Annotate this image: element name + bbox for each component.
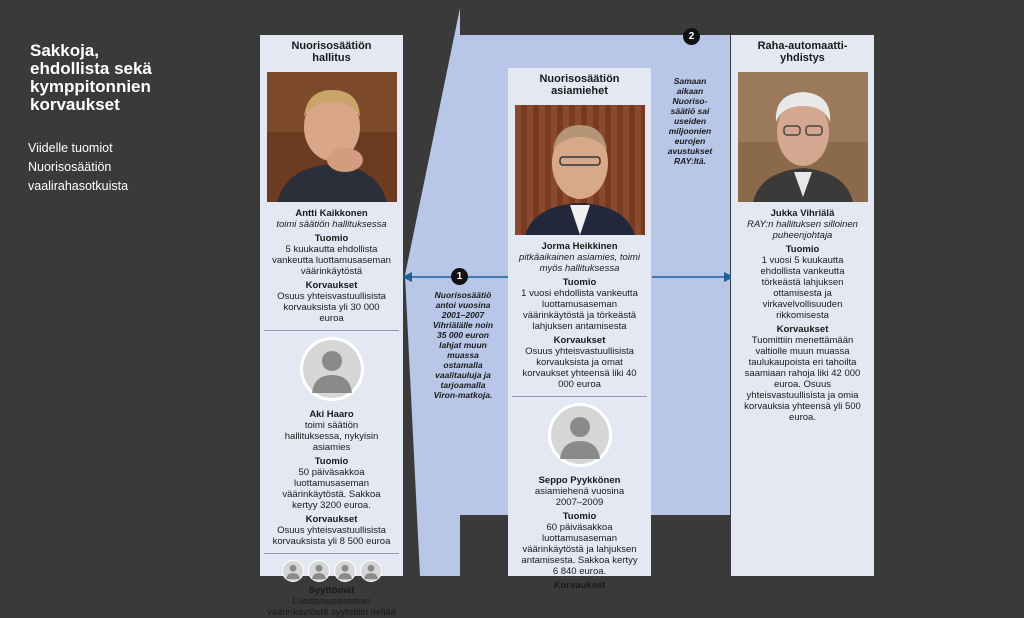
column-ray-heading [731,40,874,64]
acquitted-avatar-4 [360,560,382,582]
subtitle-line-3: vaalirahasotkuista [28,179,129,193]
heikkinen-comp: Osuus yhteisvastuullisista korvauksista ja omat korvaukset yhteensä liki 40 000 euroa [522,346,637,390]
kaikkonen-role: toimi säätiön hallituksessa [276,219,387,230]
headline-line-3: kymppitonnien [30,77,151,96]
pyykkonen-role: asiamiehenä vuosina 2007–2009 [534,486,625,508]
pyykkonen-verdict: 60 päiväsakkoa luottamusaseman väärinkäytöstä ja lahjuksen antamisesta. Sakkoa kertyy 6 840 euroa. [521,522,638,577]
vihriala-verdict-label: Tuomio [785,244,820,255]
column-board-heading [260,40,403,64]
photo-vihriala [738,72,868,202]
headline-line-1: Sakkoja, [30,41,99,60]
vihriala-role: RAY:n hallituksen silloinen puheenjohtaja [747,219,858,241]
pyykkonen-comp-label: Korvaukset [553,580,606,591]
headline [30,42,230,114]
column-agents [508,68,651,591]
column-board-heading-line-2: hallitus [312,52,351,64]
heikkinen-verdict: 1 vuosi ehdollista vankeutta luottamusaseman väärinkäytöstä ja törkeästä lahjuksen antamisesta [521,288,638,332]
haaro-name: Aki Haaro [309,409,354,420]
heikkinen-verdict-label: Tuomio [562,277,597,288]
photo-kaikkonen [267,72,397,202]
heikkinen-name: Jorma Heikkinen [541,241,618,252]
column-agents-heading-line-1: Nuorisosäätiön [539,73,620,85]
column-agents-divider-1 [512,396,647,397]
kaikkonen-comp-label: Korvaukset [305,280,358,291]
photo-heikkinen [515,105,645,235]
vihriala-comp: Tuomittiin menettämään valtiolle muun muassa taulukaupoista eri tahoilta saamiaan rahoja liki 42 000 euroa. Osuus yhteisvastuullisista ja omia korvauksia yhteensä yli 500 euroa. [744,335,861,423]
acquitted-text: Luottamusaseman väärinkäytöstä syytettiin neljää [267,596,396,618]
vihriala-name: Jukka Vihriälä [770,208,835,219]
vihriala-verdict: 1 vuosi 5 kuukautta ehdollista vankeutta törkeästä lahjuksen ottamisesta ja virkavelvollisuuden rikkomisesta [760,255,845,321]
acquitted-name: Syyttömät [308,585,355,596]
flow-2-note: Samaan aikaan Nuoriso-säätiö sai useiden miljoonien eurojen avustukset RAY:ltä. [667,76,713,166]
kaikkonen-comp: Osuus yhteisvastuullisista korvauksista yli 30 000 euroa [277,291,386,324]
haaro-role: toimi säätiön hallituksessa, nykyisin asiamies [284,420,379,453]
column-ray-heading-line-1: Raha-automaatti- [757,40,848,52]
subtitle [28,139,208,196]
column-agents-heading [508,73,651,97]
column-board [260,35,403,618]
flow-2-badge: 2 [683,28,700,45]
pyykkonen-verdict-label: Tuomio [562,511,597,522]
pyykkonen-name: Seppo Pyykkönen [538,475,621,486]
subtitle-line-2: Nuorisosäätiön [28,160,112,174]
column-board-divider-2 [264,553,399,554]
column-ray [731,35,874,576]
kaikkonen-verdict-label: Tuomio [314,233,349,244]
column-ray-heading-line-2: yhdistys [780,52,825,64]
headline-line-4: korvaukset [30,95,120,114]
acquitted-avatar-1 [282,560,304,582]
heikkinen-comp-label: Korvaukset [553,335,606,346]
headline-line-2: ehdollista sekä [30,59,152,78]
avatar-pyykkonen [548,403,612,467]
heikkinen-role: pitkäaikainen asiamies, toimi myös hallituksessa [519,252,640,274]
column-agents-heading-line-2: asiamiehet [551,85,608,97]
subtitle-line-1: Viidelle tuomiot [28,141,113,155]
avatar-haaro [300,337,364,401]
flow-1-note: Nuorisosäätiö antoi vuosina 2001–2007 Vihriälälle noin 35 000 euron lahjat muun muassa ostamalla vaalitauluja ja tarjoamalla Viron-matkoja. [432,290,494,400]
haaro-verdict: 50 päiväsakkoa luottamusaseman väärinkäytöstä. Sakkoa kertyy 3200 euroa. [282,467,381,511]
flow-1-badge: 1 [451,268,468,285]
haaro-comp-label: Korvaukset [305,514,358,525]
kaikkonen-name: Antti Kaikkonen [295,208,368,219]
haaro-verdict-label: Tuomio [314,456,349,467]
acquitted-avatar-2 [308,560,330,582]
acquitted-avatars [260,560,403,582]
column-board-divider-1 [264,330,399,331]
vihriala-comp-label: Korvaukset [776,324,829,335]
haaro-comp: Osuus yhteisvastuullisista korvauksista yli 8 500 euroa [272,525,391,547]
kaikkonen-verdict: 5 kuukautta ehdollista vankeutta luottamusaseman väärinkäytöstä [272,244,391,277]
acquitted-avatar-3 [334,560,356,582]
column-board-heading-line-1: Nuorisosäätiön [291,40,372,52]
